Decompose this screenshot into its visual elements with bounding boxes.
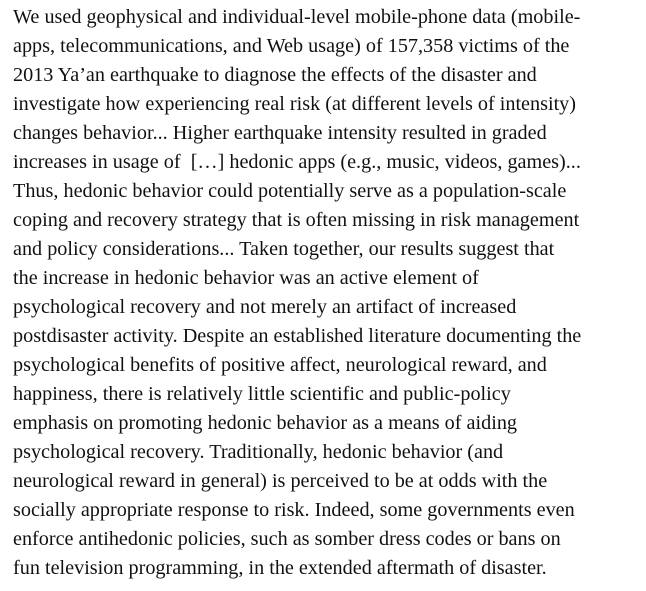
- text-line-2: apps, telecommunications, and Web usage) of 157,358 victims of the: [13, 35, 570, 57]
- text-line-12: postdisaster activity. Despite an established literature documenting the: [13, 325, 582, 347]
- text-line-4: investigate how experiencing real risk (at different levels of intensity): [13, 93, 577, 115]
- text-line-8: coping and recovery strategy that is often missing in risk management: [13, 209, 580, 231]
- text-line-3: 2013 Ya’an earthquake to diagnose the effects of the disaster and: [13, 64, 537, 86]
- text-line-9: and policy considerations... Taken together, our results suggest that: [13, 238, 555, 260]
- text-line-7: Thus, hedonic behavior could potentially serve as a population-scale: [13, 180, 567, 202]
- text-line-20: fun television programming, in the extended aftermath of disaster.: [13, 557, 547, 579]
- text-line-16: psychological recovery. Traditionally, hedonic behavior (and: [13, 441, 504, 463]
- quoted-text-block: [13, 3, 643, 583]
- text-line-15: emphasis on promoting hedonic behavior as a means of aiding: [13, 412, 518, 434]
- text-line-11: psychological recovery and not merely an artifact of increased: [13, 296, 517, 318]
- text-line-17: neurological reward in general) is perceived to be at odds with the: [13, 470, 548, 492]
- text-line-14: happiness, there is relatively little scientific and public-policy: [13, 383, 511, 405]
- text-line-10: the increase in hedonic behavior was an active element of: [13, 267, 479, 289]
- text-line-1: We used geophysical and individual-level mobile-phone data (mobile-: [13, 6, 581, 28]
- text-line-13: psychological benefits of positive affect, neurological reward, and: [13, 354, 547, 376]
- text-line-6: increases in usage of […] hedonic apps (e.g., music, videos, games)...: [13, 151, 581, 173]
- text-line-5: changes behavior... Higher earthquake intensity resulted in graded: [13, 122, 547, 144]
- text-line-19: enforce antihedonic policies, such as somber dress codes or bans on: [13, 528, 561, 550]
- text-line-18: socially appropriate response to risk. Indeed, some governments even: [13, 499, 575, 521]
